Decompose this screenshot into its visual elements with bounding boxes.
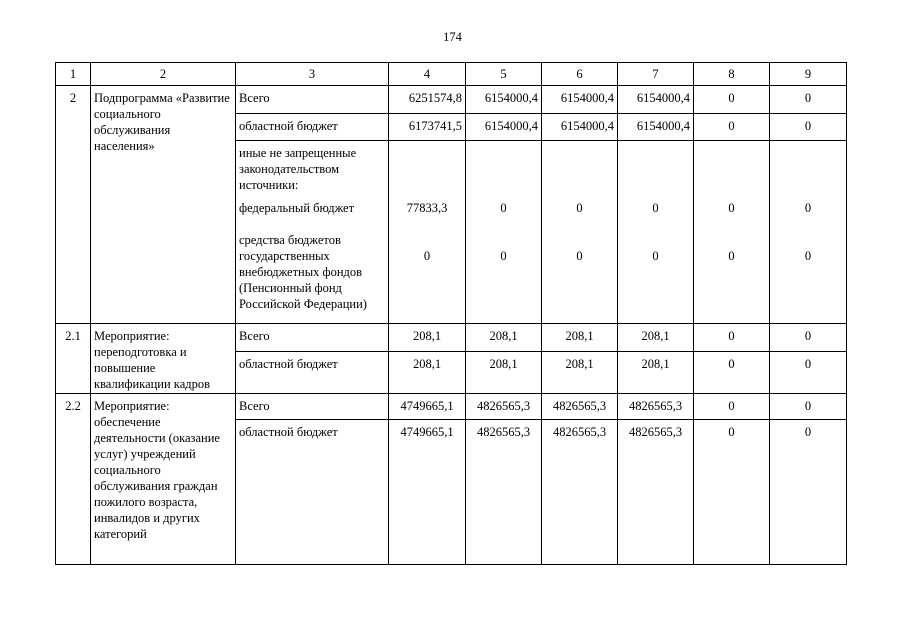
value-cell: 208,1 — [618, 324, 694, 352]
source-label: областной бюджет — [236, 352, 389, 394]
table-row — [56, 324, 847, 352]
value-cell: 0 — [770, 324, 847, 352]
row-name: Мероприятие: обеспечение деятельности (оказание услуг) учреждений социального обслуживания граждан пожилого возраста, инвалидов и других категорий — [91, 394, 236, 565]
source-label: иные не запрещенные законодательством источники: — [239, 146, 357, 192]
source-label: Всего — [236, 394, 389, 420]
header-cell: 8 — [694, 63, 770, 86]
header-row — [56, 63, 847, 86]
value: 0 — [500, 201, 507, 215]
table-row — [56, 86, 847, 114]
value-cell: 0 — [770, 86, 847, 114]
header-cell: 7 — [618, 63, 694, 86]
value-cell: 6154000,4 — [466, 86, 542, 114]
value-cell: 208,1 — [466, 352, 542, 394]
row-number: 2.2 — [56, 394, 91, 565]
header-cell: 9 — [770, 63, 847, 86]
value: 0 — [652, 201, 659, 215]
value-cell: 0 — [694, 394, 770, 420]
header-cell: 2 — [91, 63, 236, 86]
value-cell: 0 — [694, 352, 770, 394]
value-cell: 6154000,4 — [542, 86, 618, 114]
value-cell — [389, 141, 466, 324]
value: 0 — [728, 249, 735, 263]
row-name: Подпрограмма «Развитие социального обслуживания населения» — [91, 86, 236, 324]
source-label: областной бюджет — [236, 114, 389, 141]
value: 0 — [728, 201, 735, 215]
value-cell: 6173741,5 — [389, 114, 466, 141]
value-cell: 6251574,8 — [389, 86, 466, 114]
source-label-group — [236, 141, 389, 324]
header-cell: 1 — [56, 63, 91, 86]
value-cell: 4826565,3 — [466, 420, 542, 565]
source-label: Всего — [236, 324, 389, 352]
value-cell: 0 — [694, 86, 770, 114]
value-cell: 0 — [694, 324, 770, 352]
value-cell — [618, 141, 694, 324]
row-number: 2 — [56, 86, 91, 324]
header-cell: 5 — [466, 63, 542, 86]
source-label: средства бюджетов государственных внебюджетных фондов (Пенсионный фонд Российской Федерации) — [239, 233, 367, 311]
value-cell — [694, 141, 770, 324]
value: 0 — [804, 249, 812, 263]
value-cell: 4749665,1 — [389, 420, 466, 565]
value: 0 — [423, 249, 431, 263]
value-cell: 0 — [694, 420, 770, 565]
value-cell — [466, 141, 542, 324]
value: 0 — [576, 201, 583, 215]
table-row — [56, 394, 847, 420]
value-cell: 0 — [770, 114, 847, 141]
value-cell: 4826565,3 — [618, 420, 694, 565]
value-cell: 6154000,4 — [618, 114, 694, 141]
value-cell: 4826565,3 — [542, 420, 618, 565]
value-cell: 0 — [770, 394, 847, 420]
value-cell: 208,1 — [389, 352, 466, 394]
header-cell: 4 — [389, 63, 466, 86]
header-cell: 6 — [542, 63, 618, 86]
value: 0 — [804, 201, 812, 215]
value-cell: 4826565,3 — [466, 394, 542, 420]
value-cell: 208,1 — [542, 352, 618, 394]
value-cell — [542, 141, 618, 324]
value: 0 — [500, 249, 507, 263]
row-name: Мероприятие: переподготовка и повышение квалификации кадров — [91, 324, 236, 394]
value-cell: 208,1 — [466, 324, 542, 352]
value-cell: 208,1 — [542, 324, 618, 352]
row-number: 2.1 — [56, 324, 91, 394]
value-cell: 0 — [694, 114, 770, 141]
source-label: областной бюджет — [236, 420, 389, 565]
budget-table — [55, 62, 847, 565]
value-cell: 0 — [770, 420, 847, 565]
header-cell: 3 — [236, 63, 389, 86]
value-cell: 4826565,3 — [542, 394, 618, 420]
source-label: федеральный бюджет — [239, 201, 355, 215]
value: 0 — [576, 249, 583, 263]
value-cell: 4826565,3 — [618, 394, 694, 420]
value-cell: 6154000,4 — [466, 114, 542, 141]
value: 0 — [652, 249, 659, 263]
source-label: Всего — [236, 86, 389, 114]
value-cell: 6154000,4 — [542, 114, 618, 141]
value-cell — [770, 141, 847, 324]
value-cell: 208,1 — [389, 324, 466, 352]
value-cell: 208,1 — [618, 352, 694, 394]
value: 77833,3 — [406, 201, 448, 215]
value-cell: 0 — [770, 352, 847, 394]
value-cell: 6154000,4 — [618, 86, 694, 114]
page-number: 174 — [443, 30, 462, 44]
value-cell: 4749665,1 — [389, 394, 466, 420]
